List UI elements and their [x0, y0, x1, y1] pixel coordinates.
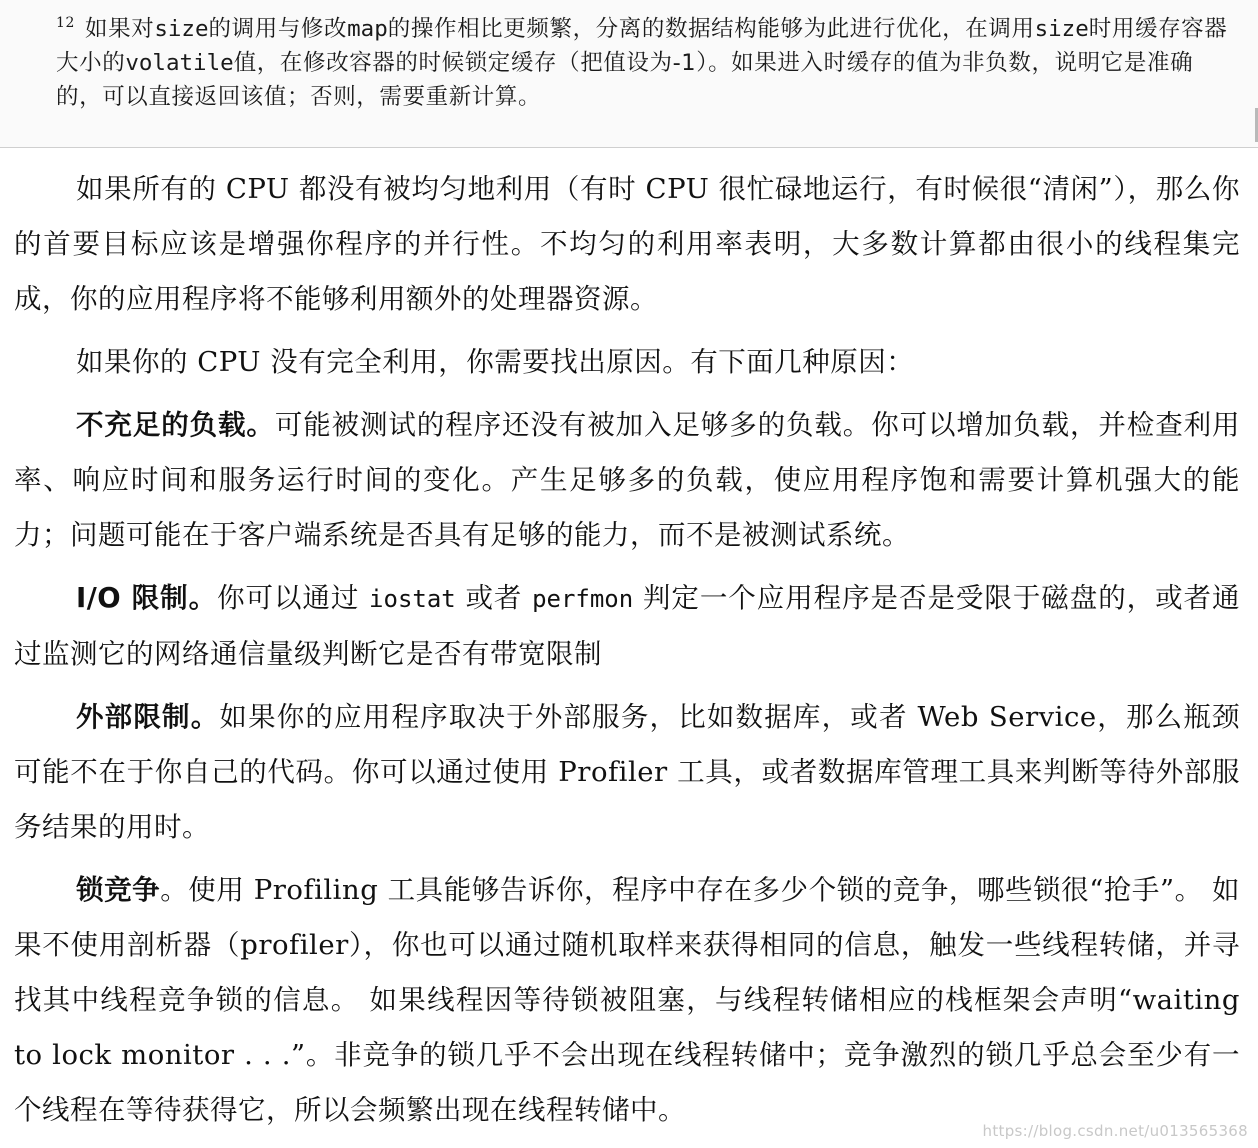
footnote-code-map: map: [347, 16, 388, 42]
footnote-code-size: size: [154, 16, 209, 42]
io-limit-heading: I/O 限制。: [76, 582, 218, 614]
footnote-panel: [0, 0, 1258, 148]
paragraph-insufficient-load: [14, 398, 1240, 563]
footnote-text-5: 值，在修改容器的时候锁定缓存（把值设为-1）。如果进入时缓存的值为非负数，说明它是准确的，可以直接返回该值；否则，需要重新计算。: [56, 50, 1194, 110]
external-limit-text: 如果你的应用程序取决于外部服务，比如数据库，或者 Web Service，那么瓶颈可能不在于你自己的代码。你可以通过使用 Profiler 工具，或者数据库管理工具来判断等待外部服务结果的用时。: [14, 701, 1241, 843]
footnote-code-volatile: volatile: [125, 50, 234, 76]
main-content: [14, 162, 1240, 1146]
paragraph-io-limit: [14, 571, 1240, 682]
paragraph-cpu-not-full: 如果你的 CPU 没有完全利用，你需要找出原因。有下面几种原因：: [76, 346, 915, 378]
io-limit-text-b: 或者: [455, 582, 533, 614]
footnote-text-1: 如果对: [85, 16, 155, 42]
paragraph-cpu-uneven: 如果所有的 CPU 都没有被均匀地利用（有时 CPU 很忙碌地运行，有时候很“清闲”），那么你的首要目标应该是增强你程序的并行性。不均匀的利用率表明，大多数计算都由很小的线程集完成，你的应用程序将不能够利用额外的处理器资源。: [14, 173, 1240, 315]
insufficient-load-heading: 不充足的负载。: [76, 409, 275, 441]
footnote-code-size-2: size: [1034, 16, 1089, 42]
footnote: [56, 6, 1231, 114]
insufficient-load-text: 可能被测试的程序还没有被加入足够多的负载。你可以增加负载，并检查利用率、响应时间和服务运行时间的变化。产生足够多的负载，使应用程序饱和需要计算机强大的能力；问题可能在于客户端系统是否具有足够的能力，而不是被测试系统。: [14, 409, 1241, 551]
lock-contention-heading: 锁竞争: [76, 874, 161, 906]
io-limit-text-c: 判定一个应用程序是否是受限于磁盘的，或者通过监测它的网络通信量级判断它是否有带宽限制: [14, 582, 1241, 670]
io-limit-text-a: 你可以通过: [217, 582, 370, 614]
lock-contention-text: 。使用 Profiling 工具能够告诉你，程序中存在多少个锁的竞争，哪些锁很“抢手”。 如果不使用剖析器（profiler），你也可以通过随机取样来获得相同的信息，触发一些线程转储，并寻找其中线程竞争锁的信息。 如果线程因等待锁被阻塞，与线程转储相应的栈框架会声明“waiting to lock monitor . . .”。非竞争的锁几乎不会出现在线程转储中；竞争激烈的锁几乎总会至少有一个线程在等待获得它，所以会频繁出现在线程转储中。: [14, 874, 1240, 1126]
perfmon-code: perfmon: [532, 585, 634, 613]
footnote-text-4: 时用缓存容器大小的: [56, 16, 1228, 76]
paragraph-external-limit: [14, 690, 1240, 855]
external-limit-heading: 外部限制。: [76, 701, 220, 733]
footnote-text-3: 的操作相比更频繁，分离的数据结构能够为此进行优化，在调用: [387, 16, 1035, 42]
footnote-number: 12: [56, 15, 76, 31]
iostat-code: iostat: [369, 585, 456, 613]
footnote-text-2: 的调用与修改: [208, 16, 348, 42]
paragraph-lock-contention: [14, 863, 1240, 1138]
watermark: https://blog.csdn.net/u013565368: [982, 1122, 1248, 1140]
